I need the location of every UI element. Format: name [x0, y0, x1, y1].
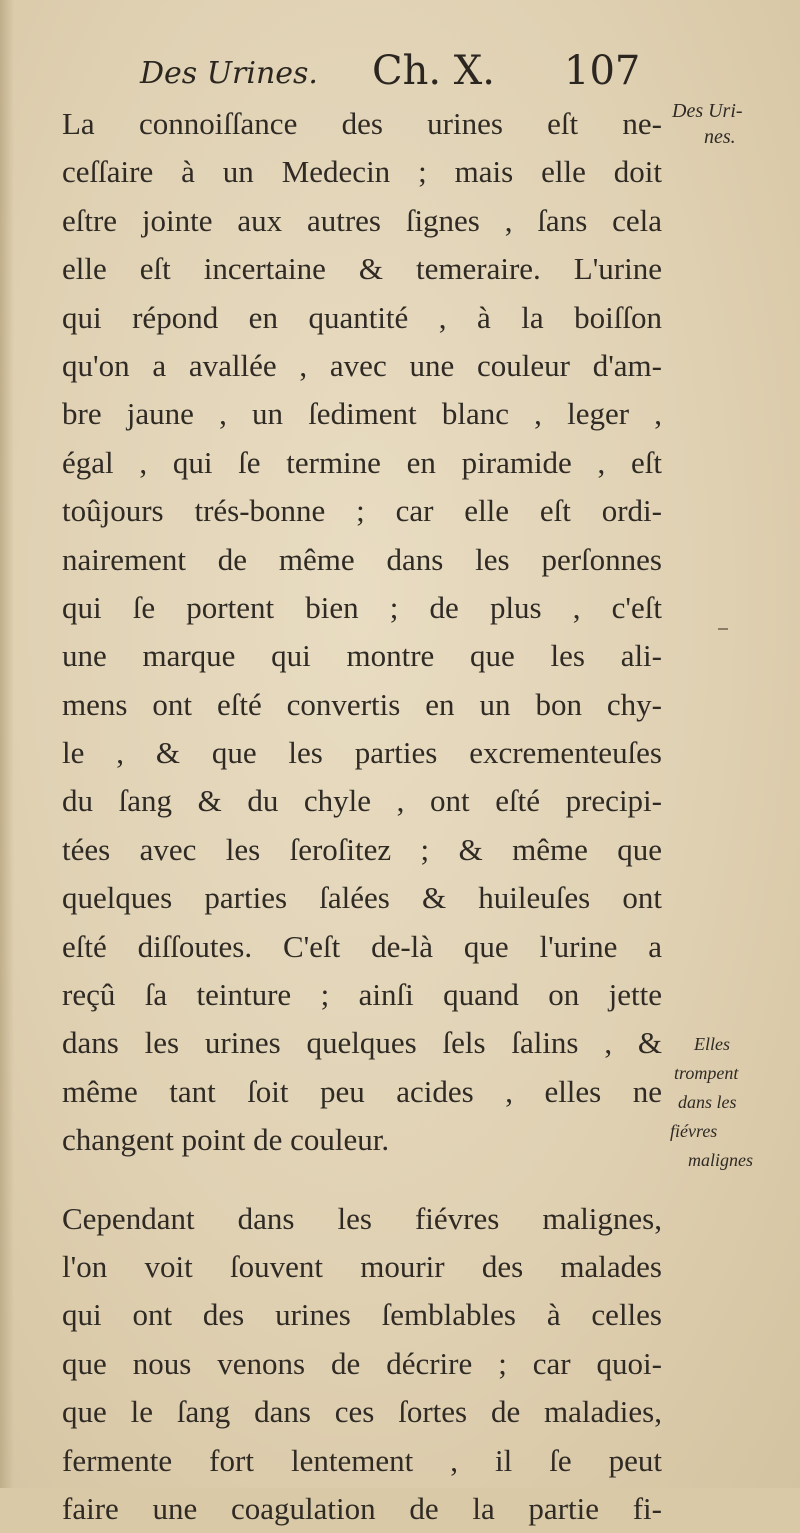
text-line: même tant ſoit peu acides , elles ne [62, 1073, 662, 1109]
text-line: qui ſe portent bien ; de plus , c'eſt [62, 589, 662, 625]
running-title: Des Urines. [140, 56, 318, 91]
text-line: quelques parties ſalées & huileuſes ont [62, 880, 662, 916]
text-line: qu'on a avallée , avec une couleur d'am- [62, 347, 662, 383]
text-line: La connoiſſance des urines eſt ne- [62, 106, 662, 141]
margin-note-line: malignes [688, 1150, 753, 1170]
text-line: mens ont eſté convertis en un bon chy- [62, 686, 662, 722]
margin-note-line: Des Uri- [672, 100, 743, 122]
margin-mark [718, 628, 728, 630]
text-line: eſtre jointe aux autres ſignes , ſans cela [62, 202, 662, 238]
margin-note-fevers [668, 1030, 796, 1175]
text-line: que nous venons de décrire ; car quoi- [62, 1345, 662, 1381]
page-number: 107 [564, 48, 641, 94]
margin-note-line: Elles [694, 1034, 730, 1054]
margin-note-line: trompent [674, 1063, 739, 1083]
text-line: que le ſang dans ces ſortes de maladies, [62, 1394, 662, 1430]
margin-note-line: nes. [704, 126, 736, 148]
text-line: égal , qui ſe termine en piramide , eſt [62, 444, 662, 480]
text-line: du ſang & du chyle , ont eſté precipi- [62, 783, 662, 819]
text-line: toûjours trés-bonne ; car elle eſt ordi- [62, 493, 662, 529]
text-line: bre jaune , un ſediment blanc , leger , [62, 396, 662, 432]
paragraph-gap [62, 1165, 662, 1195]
text-line: qui répond en quantité , à la boiſſon [62, 299, 662, 335]
text-line: reçû ſa teinture ; ainſi quand on jette [62, 977, 662, 1013]
page-gutter-shadow [0, 0, 14, 1488]
text-line: Cependant dans les fiévres malignes, [62, 1200, 662, 1236]
text-line: une marque qui montre que les ali- [62, 638, 662, 674]
text-line: fermente fort lentement , il ſe peut [62, 1442, 662, 1478]
text-line: eſté diſſoutes. C'eſt de-là que l'urine a [62, 928, 662, 964]
margin-note-line: dans les [678, 1092, 737, 1112]
margin-note-des-urines [672, 98, 792, 150]
paragraph-2 [62, 1195, 662, 1533]
body-text [62, 100, 662, 1533]
text-line: ceſſaire à un Medecin ; mais elle doit [62, 154, 662, 190]
text-line: le , & que les parties excrementeuſes [62, 735, 662, 771]
text-line: qui ont des urines ſemblables à celles [62, 1297, 662, 1333]
text-line: l'on voit ſouvent mourir des malades [62, 1248, 662, 1284]
paragraph-1 [62, 100, 662, 1165]
text-line: faire une coagulation de la partie fi- [62, 1490, 662, 1526]
text-line: changent point de couleur. [62, 1122, 390, 1158]
text-line: tées avec les ſeroſitez ; & même que [62, 831, 662, 867]
chapter-label: Ch. X. [372, 48, 495, 94]
text-line: dans les urines quelques ſels ſalins , & [62, 1025, 662, 1061]
text-line: elle eſt incertaine & temeraire. L'urine [62, 251, 662, 287]
text-line: nairement de même dans les perſonnes [62, 541, 662, 577]
margin-note-line: fiévres [670, 1121, 718, 1141]
page-header [140, 48, 660, 104]
